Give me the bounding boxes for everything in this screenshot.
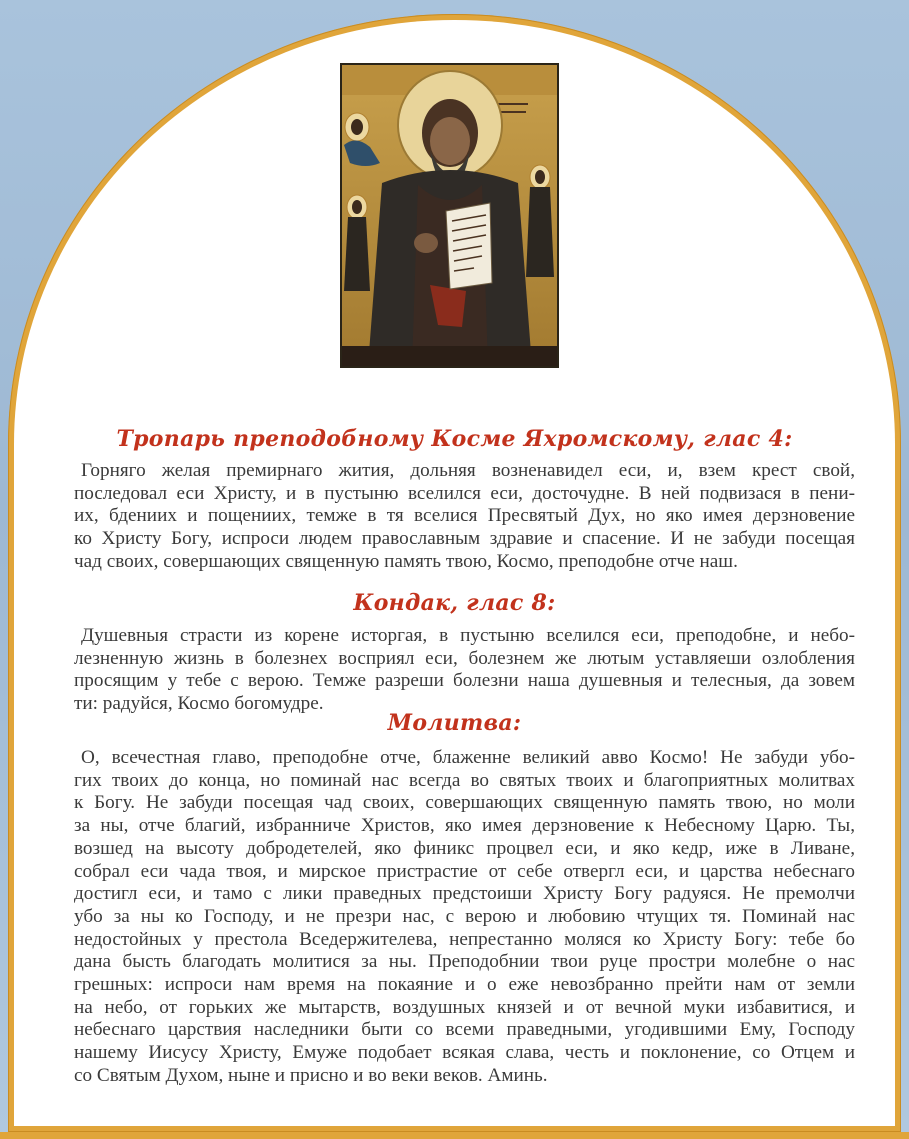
saint-icon-image	[340, 63, 559, 368]
prayer-line: О, всечестная главо, преподобне отче, блаженне великий авво Космо! Не забуди убо-	[81, 747, 855, 768]
troparion-line: чад своих, совершающих священную память твою, Космо, преподобне отче наш.	[74, 550, 738, 572]
kontakion-text	[74, 625, 855, 716]
prayer-line: нашему Иисусу Христу, Емуже подобает всякая слава, честь и поклонение, со Отцем и	[74, 1042, 855, 1064]
prayer-line: недостойных у престола Вседержителева, непрестанно моляся ко Христу Богу: тебе бо	[74, 928, 855, 950]
prayer-line: возшед на высоту добродетелей, яко финикс процвел еси, и яко кедр, иже в Ливане,	[74, 837, 855, 859]
troparion-line: ко Христу Богу, испроси людем православным здравие и спасение. И не забуди посещая	[74, 528, 855, 550]
prayer-line: собрал еси чада твоя, и мирское пристрастие от себе отвергл еси, и царства небеснаго	[74, 860, 855, 882]
kontakion-heading: Кондак, глас 8:	[353, 590, 556, 616]
prayer-text	[74, 747, 855, 1088]
prayer-line: дана бысть благодать молитися за ны. Преподобнии твои руце простри молебне о нас	[74, 951, 855, 973]
bottom-border	[0, 1132, 909, 1139]
prayer-line: грешных: испроси нам время на покаяние и о еже невозбранно прейти нам от земли	[74, 974, 855, 996]
kontakion-line: просящим у тебе с верою. Темже разреши болезни наша душевныя и телесныя, да зовем	[74, 670, 855, 692]
prayer-heading: Молитва:	[387, 710, 522, 736]
kontakion-line: лезненную жизнь в болезнех восприял еси, болезнем же лютым уставляеши озлобления	[74, 647, 855, 669]
prayer-line: со Святым Духом, ныне и присно и во веки веков. Аминь.	[74, 1064, 548, 1086]
troparion-line: их, бдениих и пощениих, темже в тя вселися Пресвятый Дух, но яко имея дерзновение	[74, 505, 855, 527]
prayer-line: за ны, отче благий, избранниче Христов, яко имея дерзновение к Небесному Царю. Ты,	[74, 815, 855, 837]
kontakion-line: Душевныя страсти из корене исторгая, в пустыню вселился еси, преподобне, и небо-	[81, 625, 855, 646]
prayer-line: достигл еси, и тамо с лики праведных предстоиши Христу Богу радуяся. Не премолчи	[74, 883, 855, 905]
troparion-heading: Тропарь преподобному Косме Яхромскому, глас 4:	[116, 426, 793, 452]
prayer-line: на небо, от горьких же мытарств, воздушных князей и от вечной муки избавитися, и	[74, 996, 855, 1018]
troparion-line: последовал еси Христу, и в пустыню вселился еси, досточудне. В ней подвизася в пени-	[74, 482, 855, 504]
troparion-line: Горняго желая премирнаго жития, дольняя возненавидел еси, и, взем крест свой,	[81, 460, 855, 481]
prayer-line: убо за ны ко Господу, и не презри нас, с верою и любовию чтущих тя. Поминай нас	[74, 905, 855, 927]
kontakion-line: ти: радуйся, Космо богомудре.	[74, 693, 324, 715]
prayer-line: гих твоих до конца, но поминай нас всегда во святых твоих и благоприятных молитвах	[74, 769, 855, 791]
prayer-line: небеснаго царствия наследники быти со всеми праведными, угодившими Ему, Господу	[74, 1019, 855, 1041]
troparion-text	[74, 460, 855, 574]
prayer-line: к Богу. Не забуди посещая чад своих, совершающих священную память твою, но моли	[74, 792, 855, 814]
